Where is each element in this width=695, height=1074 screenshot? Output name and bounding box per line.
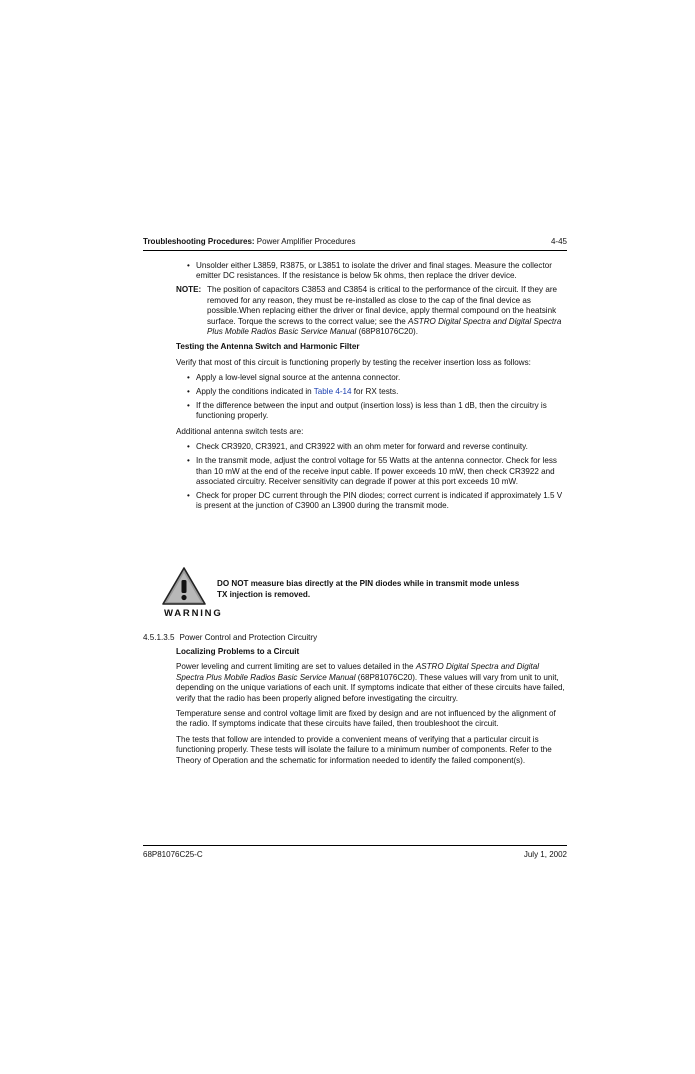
para1-b: (68P81076C20). These values will vary from unit to unit, depending on the unique variations of each unit. If symptoms indicate that either of these circuits have failed, verify that the radio has been properly aligned before investigating the circuitry. [176, 672, 565, 703]
antenna-step-2-b: for RX tests. [351, 387, 399, 397]
intro-bullet: • Unsolder either L3859, R3875, or L3851 to isolate the driver and final stages. Measure the collector emitter DC resistances. If the resistance is below 5k ohms, then replace the driver device. [176, 261, 566, 282]
warning-triangle-icon [161, 566, 207, 606]
page-number: 4-45 [550, 237, 567, 246]
note-text-a: The position of capacitors C3853 and C3854 is critical to the performance of the circuit. If they are removed for any reason, they must be re-installed as close to the cap of the final device as possible.When replacing either the driver or final device, apply thermal compound on the heatsink surface. Torque the screws to the correct value; see the [207, 285, 558, 326]
section-title: Power Control and Protection Circuitry [179, 633, 318, 642]
additional-tests-intro: Additional antenna switch tests are: [176, 426, 304, 436]
para1-manual-title: ASTRO Digital Spectra and Digital Spectra Plus Mobile Radios Basic Service Manual [176, 662, 540, 682]
section-subheading: Localizing Problems to a Circuit [176, 647, 300, 656]
warning-box [161, 566, 561, 622]
section-heading [143, 633, 317, 643]
warning-line-2: TX injection is removed. [217, 590, 311, 599]
page-header [143, 237, 567, 247]
antenna-step-2 [176, 387, 566, 397]
header-section-title: Power Amplifier Procedures [254, 237, 356, 246]
section-para-1 [176, 662, 566, 704]
header-rule [143, 250, 567, 251]
main-content [176, 261, 566, 515]
footer-date: July 1, 2002 [523, 850, 567, 859]
warning-label: WARNING [164, 608, 223, 619]
antenna-intro: Verify that most of this circuit is functioning properly by testing the receiver insertion loss as follows: [176, 357, 531, 367]
antenna-test-3: • Check for proper DC current through the PIN diodes; correct current is indicated if approximately 1.5 V is present at the junction of C3900 an L3900 during the transmit mode. [176, 491, 566, 512]
note-text-b: (68P81076C20). [356, 326, 419, 336]
section-para-2: Temperature sense and control voltage limit are fixed by design and are not influenced by the alignment of the radio. If symptoms indicate that these circuits have failed, then troubleshoot the circuit. [176, 709, 556, 729]
section-number: 4.5.1.3.5 [143, 633, 175, 642]
note-manual-title: ASTRO Digital Spectra and Digital Spectra Plus Mobile Radios Basic Service Manual [207, 316, 562, 336]
note-block [176, 285, 566, 337]
page-footer [143, 850, 567, 860]
footer-rule [143, 845, 567, 846]
warning-line-1: DO NOT measure bias directly at the PIN diodes while in transmit mode unless [217, 579, 520, 588]
antenna-heading: Testing the Antenna Switch and Harmonic Filter [176, 342, 360, 352]
antenna-step-3: • If the difference between the input and output (insertion loss) is less than 1 dB, then the circuitry is functioning properly. [176, 401, 566, 422]
section-para-3: The tests that follow are intended to provide a convenient means of verifying that a particular circuit is functioning properly. These tests will isolate the failure to a minimum number of components. Refer to the Theory of Operation and the schematic for information needed to identify the failed component(s). [176, 734, 552, 765]
table-4-14-link[interactable]: Table 4-14 [313, 387, 352, 397]
antenna-test-2: • In the transmit mode, adjust the control voltage for 55 Watts at the antenna connector. Check for less than 10 mW at the end of the receive input cable. If power exceeds 10 mW, then check CR3922 and associated circuitry. Receiver sensitivity can degrade if power at this port exceeds 10 mW. [176, 456, 566, 487]
antenna-step-2-a: Apply the conditions indicated in [196, 387, 314, 397]
antenna-test-1: • Check CR3920, CR3921, and CR3922 with an ohm meter for forward and reverse continuity. [176, 442, 566, 452]
warning-text [217, 578, 557, 600]
note-label: NOTE: [176, 285, 202, 295]
antenna-step-1: • Apply a low-level signal source at the antenna connector. [176, 373, 566, 383]
section-content [176, 647, 566, 771]
para1-a: Power leveling and current limiting are set to values detailed in the [176, 662, 416, 672]
header-section-bold: Troubleshooting Procedures: [143, 237, 255, 246]
doc-number: 68P81076C25-C [143, 850, 203, 859]
